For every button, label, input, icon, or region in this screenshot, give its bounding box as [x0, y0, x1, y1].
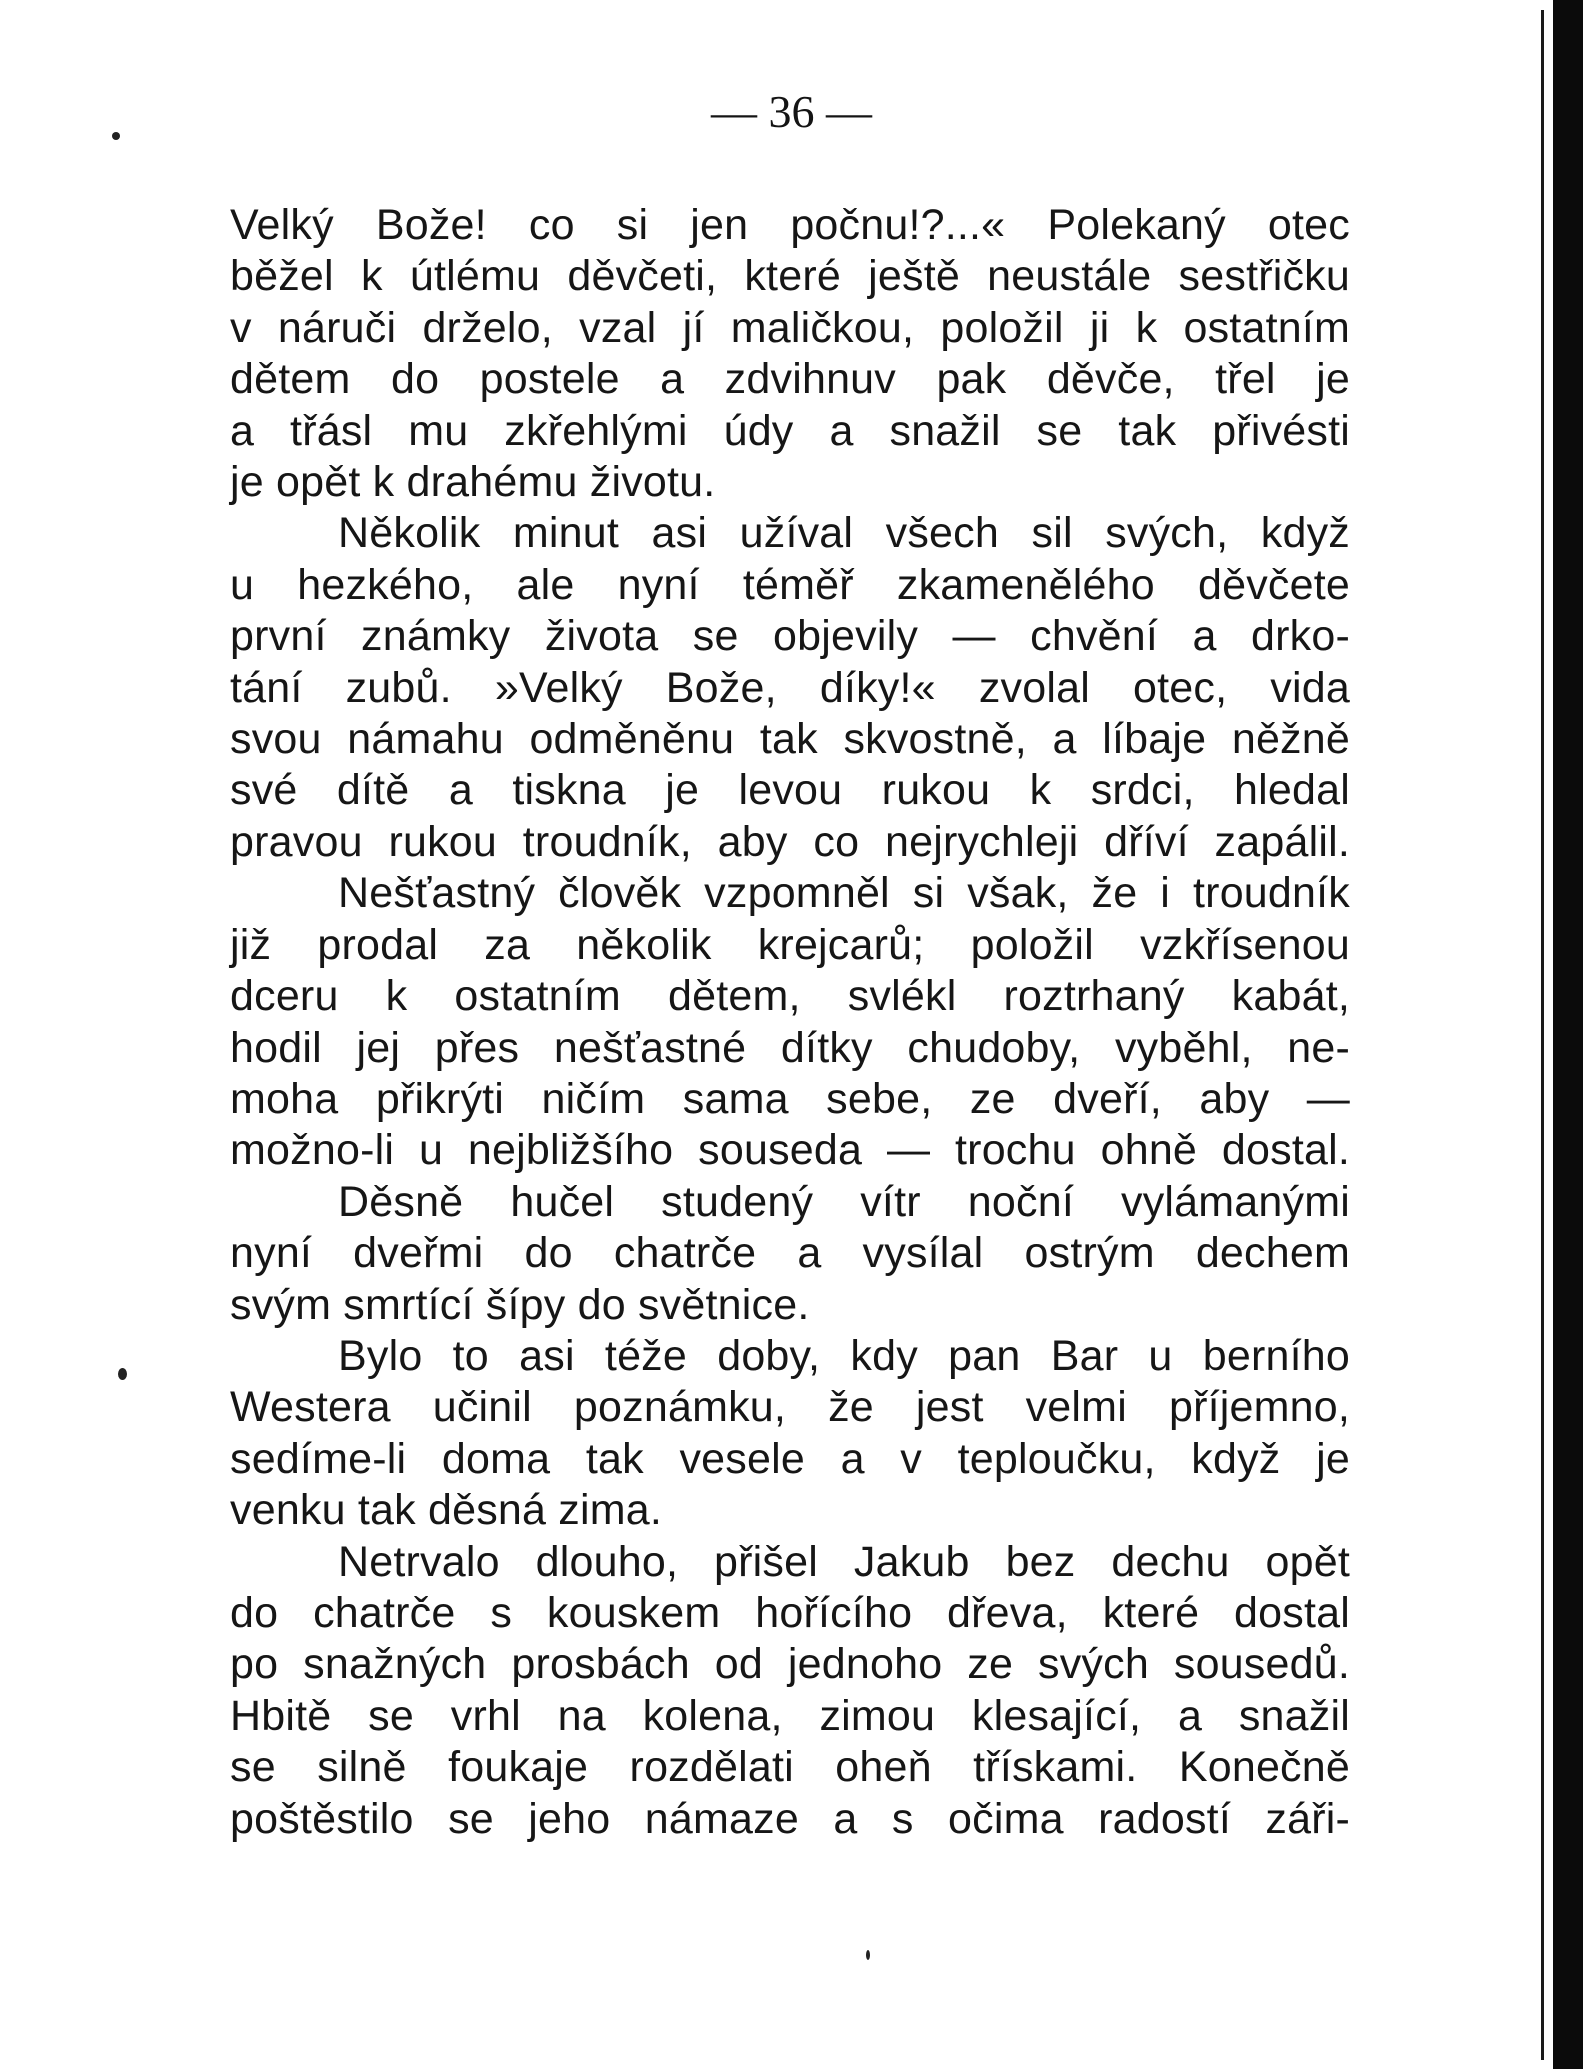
scan-speck — [866, 1950, 870, 1960]
text-line: dětem do postele a zdvihnuv pak děvče, třel je — [230, 355, 1350, 404]
text-line: Netrvalo dlouho, přišel Jakub bez dechu opět — [338, 1537, 1350, 1586]
text-line: Několik minut asi užíval všech sil svých, když — [338, 509, 1350, 558]
text-line: sedíme-li doma tak vesele a v teploučku, když je — [230, 1434, 1350, 1483]
scan-edge-line — [1541, 10, 1544, 2060]
text-line: Westera učinil poznámku, že jest velmi příjemno, — [230, 1383, 1350, 1432]
paragraph-4 — [230, 1177, 1350, 1331]
text-line: je opět k drahému životu. — [230, 458, 716, 507]
text-line: Bylo to asi téže doby, kdy pan Bar u berního — [338, 1331, 1350, 1380]
text-line: možno-li u nejbližšího souseda — trochu ohně dostal. — [230, 1126, 1350, 1175]
text-line: hodil jej přes nešťastné dítky chudoby, vyběhl, ne- — [230, 1023, 1350, 1072]
text-line: Nešťastný člověk vzpomněl si však, že i troudník — [338, 869, 1350, 918]
paragraph-1 — [230, 200, 1350, 508]
page-number: — 36 — — [711, 86, 872, 137]
text-line: běžel k útlému děvčeti, které ještě neustále sestřičku — [230, 252, 1350, 301]
text-line: první známky života se objevily — chvění a drko- — [230, 612, 1350, 661]
text-line: poštěstilo se jeho námaze a s očima radostí záři- — [230, 1794, 1350, 1843]
text-line: do chatrče s kouskem hořícího dřeva, které dostal — [230, 1588, 1350, 1637]
text-line: pravou rukou troudník, aby co nejrychleji dříví zapálil. — [230, 817, 1350, 866]
text-line: Hbitě se vrhl na kolena, zimou klesající, a snažil — [230, 1691, 1350, 1740]
text-line: již prodal za několik krejcarů; položil vzkřísenou — [230, 920, 1350, 969]
body-text — [230, 200, 1350, 1845]
text-line: své dítě a tiskna je levou rukou k srdci, hledal — [230, 766, 1350, 815]
paragraph-3 — [230, 868, 1350, 1176]
text-line: svou námahu odměněnu tak skvostně, a líbaje něžně — [230, 715, 1350, 764]
paragraph-5 — [230, 1331, 1350, 1537]
text-line: v náruči drželo, vzal jí maličkou, položil ji k ostatním — [230, 303, 1350, 352]
text-line: svým smrtící šípy do světnice. — [230, 1280, 810, 1329]
text-line: po snažných prosbách od jednoho ze svých sousedů. — [230, 1640, 1350, 1689]
paragraph-6 — [230, 1537, 1350, 1845]
text-line: tání zubů. »Velký Bože, díky!« zvolal otec, vida — [230, 663, 1350, 712]
text-line: dceru k ostatním dětem, svlékl roztrhaný kabát, — [230, 972, 1350, 1021]
scan-border-right — [1553, 0, 1583, 2069]
text-line: nyní dveřmi do chatrče a vysílal ostrým dechem — [230, 1229, 1350, 1278]
text-line: moha přikrýti ničím sama sebe, ze dveří, aby — — [230, 1074, 1350, 1123]
scan-speck — [112, 132, 120, 140]
text-line: u hezkého, ale nyní téměř zkamenělého děvčete — [230, 560, 1350, 609]
scan-speck — [118, 1368, 127, 1380]
text-line: a třásl mu zkřehlými údy a snažil se tak přivésti — [230, 406, 1350, 455]
text-line: Velký Bože! co si jen počnu!?...« Polekaný otec — [230, 201, 1350, 249]
text-line: se silně foukaje rozdělati oheň třískami. Konečně — [230, 1743, 1350, 1792]
text-line: venku tak děsná zima. — [230, 1486, 663, 1535]
paragraph-2 — [230, 508, 1350, 868]
text-line: Děsně hučel studený vítr noční vylámanými — [338, 1177, 1350, 1226]
